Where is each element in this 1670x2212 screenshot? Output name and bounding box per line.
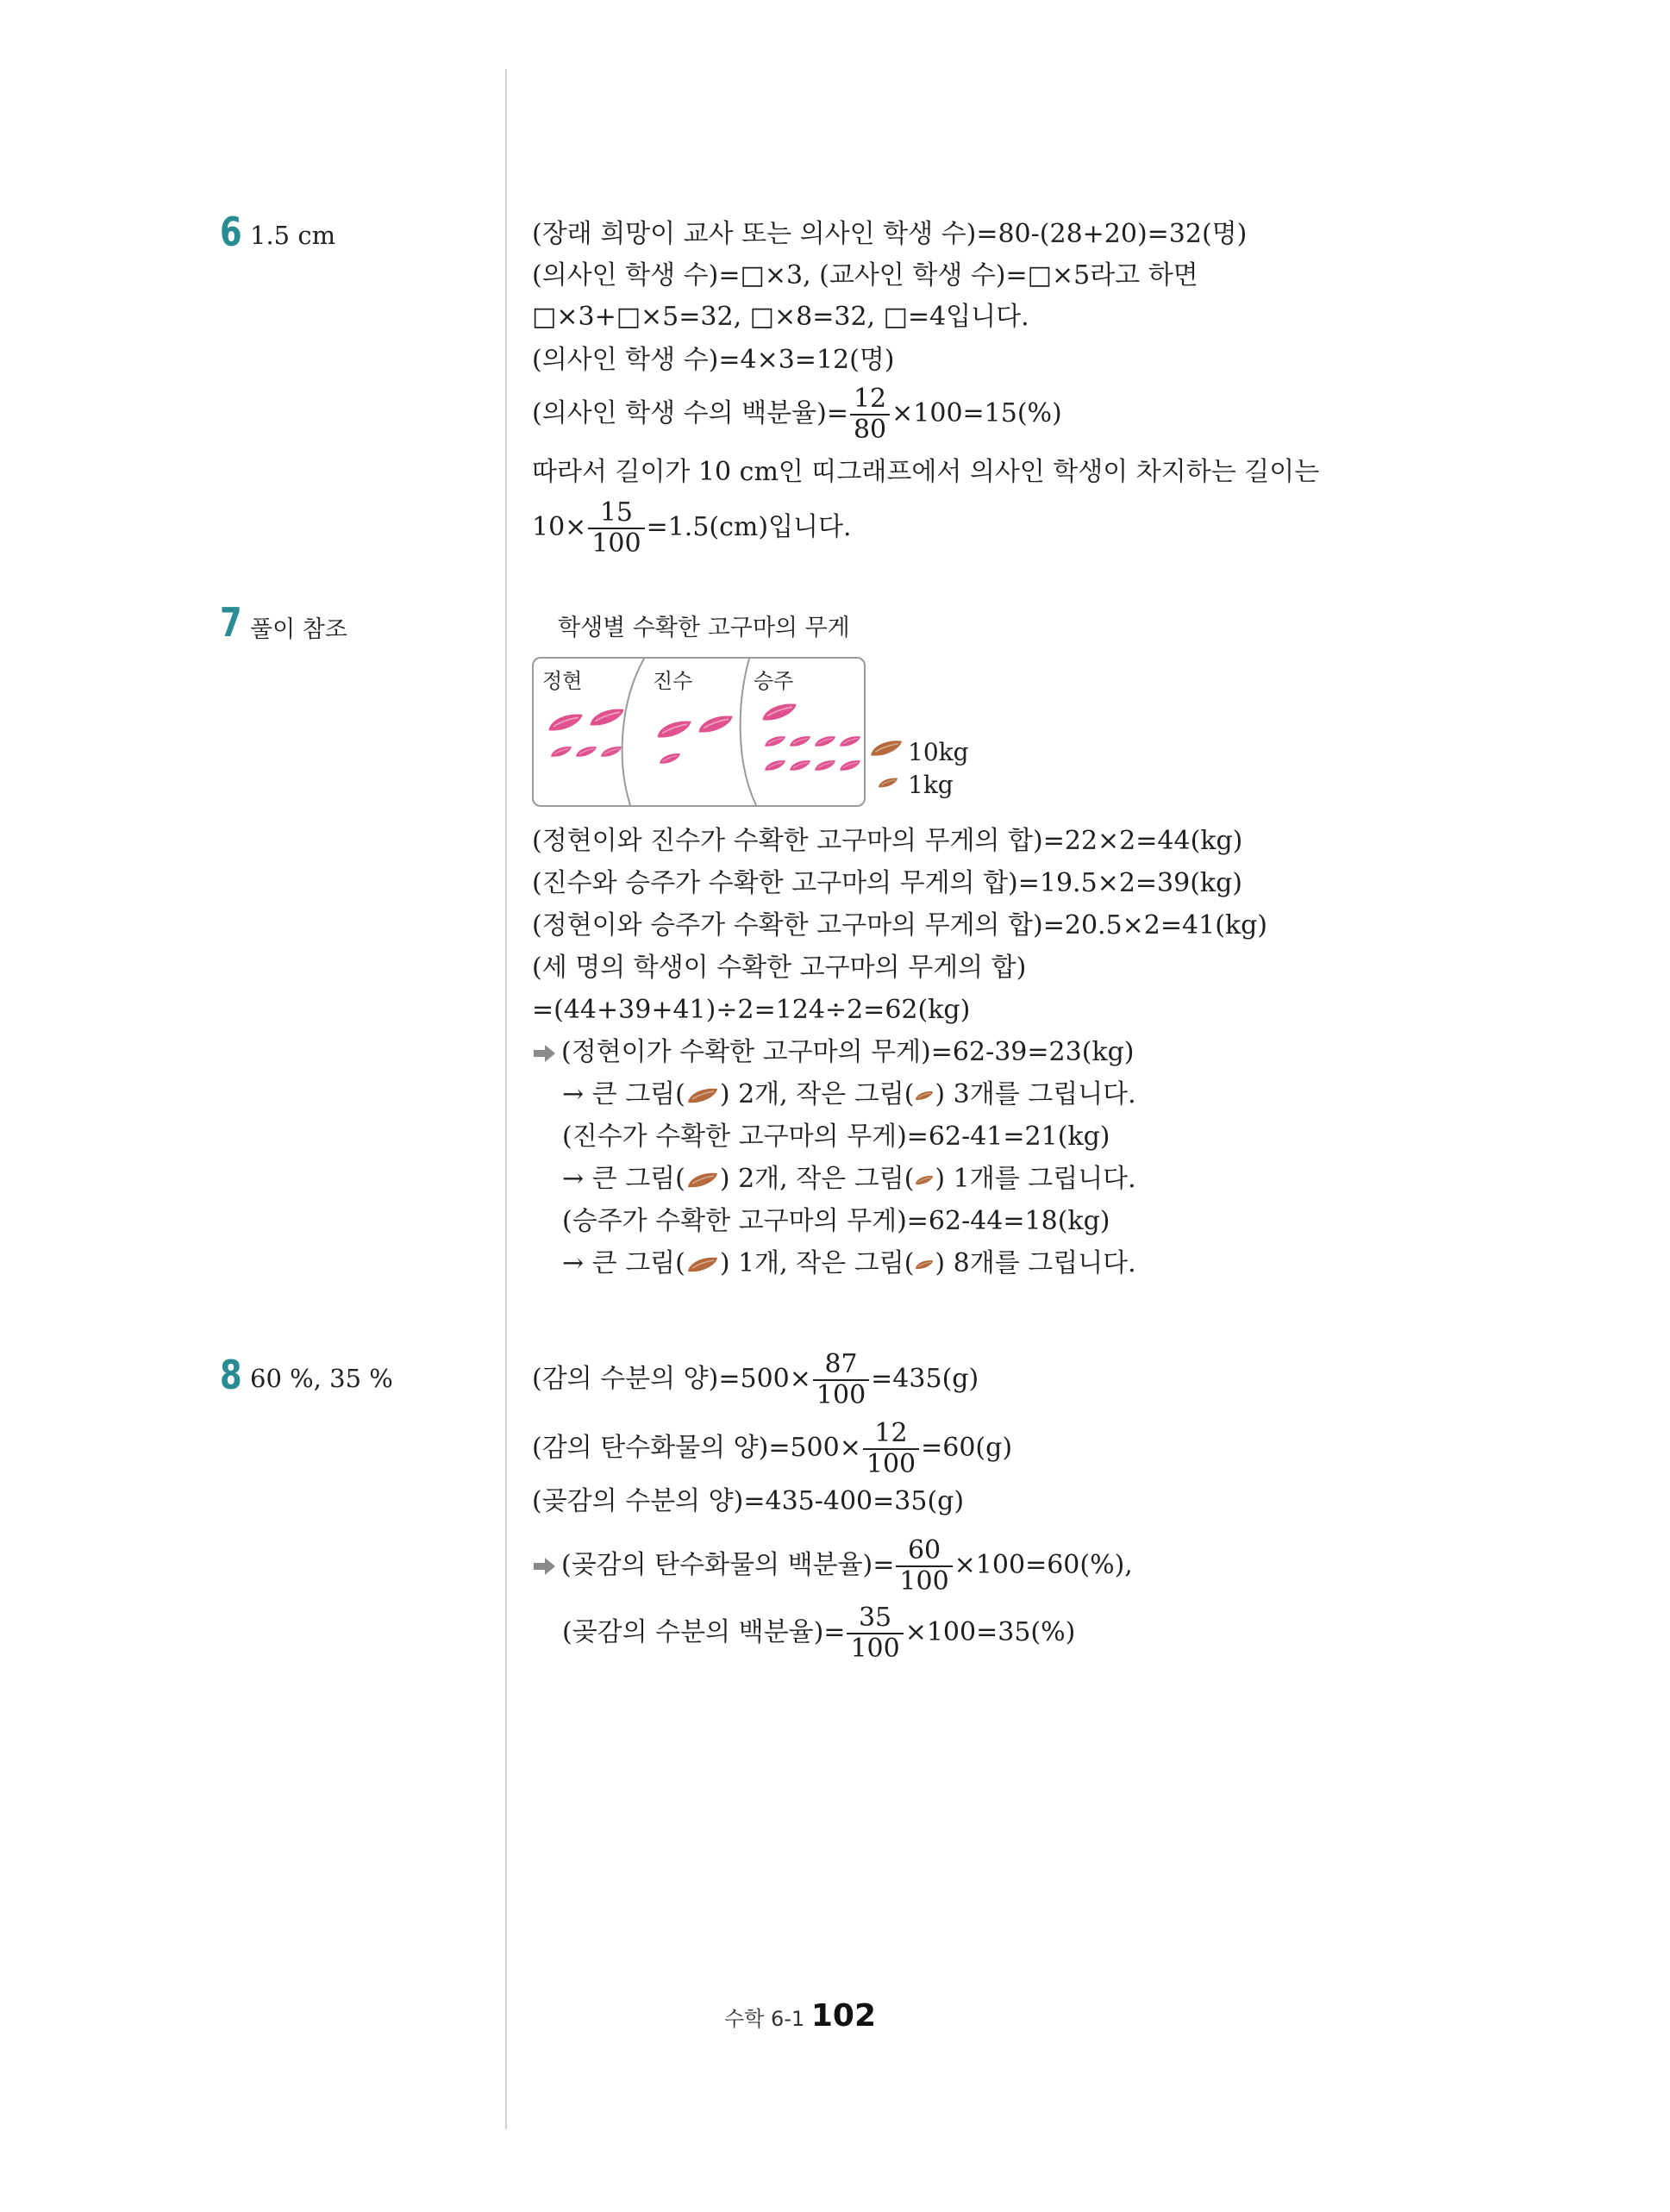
q8-pct-carb (532, 1536, 1133, 1597)
fraction-numerator: 60 (896, 1536, 952, 1567)
q8-water-formula (532, 1350, 979, 1410)
small-sweet-potato-icon (788, 757, 812, 774)
q8-dried-water: (곶감의 수분의 양)=435-400=35(g) (532, 1486, 965, 1516)
page-number: 102 (810, 1998, 876, 2034)
q7-line-2: (진수와 승주가 수확한 고구마의 무게의 합)=19.5×2=39(kg) (532, 868, 1243, 898)
column-divider (505, 69, 507, 2129)
small-sweet-potato-icon (788, 733, 812, 750)
q7-line-1: (정현이와 진수가 수확한 고구마의 무게의 합)=22×2=44(kg) (532, 826, 1243, 856)
answer-7: 풀이 참조 (250, 616, 347, 643)
q6-length-formula (532, 498, 852, 559)
question-number-8: 8 (220, 1352, 241, 1398)
q7-arrow-line (532, 1035, 1134, 1070)
q6-line-4: (의사인 학생 수)=4×3=12(명) (532, 345, 895, 375)
q7-draw-3 (562, 1247, 1136, 1281)
q8-water-fraction (813, 1350, 869, 1410)
small-sweet-potato-icon (763, 733, 787, 750)
q8-pct2-suffix: ×100=35(%) (904, 1617, 1076, 1647)
pictograph (532, 657, 866, 807)
big-sweet-potato-icon (685, 1083, 720, 1109)
q7-draw-3-b: ) 1개, 작은 그림( (719, 1248, 915, 1278)
q6-line-3: □×3+□×5=32, □×8=32, □=4입니다. (532, 302, 1029, 332)
pictograph-name-2: 진수 (653, 669, 693, 693)
q7-seungju-line: (승주가 수확한 고구마의 무게)=62-44=18(kg) (562, 1206, 1110, 1236)
question-number-7: 7 (220, 599, 241, 646)
q7-line-3: (정현이와 승주가 수확한 고구마의 무게의 합)=20.5×2=41(kg) (532, 910, 1267, 940)
q7-draw-1-a: → 큰 그림( (562, 1079, 685, 1109)
big-sweet-potato-icon (685, 1167, 720, 1193)
fraction-denominator: 100 (850, 1634, 900, 1664)
q7-line-5: =(44+39+41)÷2=124÷2=62(kg) (532, 995, 971, 1025)
q7-draw-1-c: ) 3개를 그립니다. (935, 1079, 1136, 1109)
q7-draw-2 (562, 1162, 1136, 1197)
big-sweet-potato-icon (587, 702, 627, 733)
small-sweet-potato-icon (838, 733, 862, 750)
q6-len-fraction (588, 498, 644, 559)
small-sweet-potato-icon (599, 743, 623, 760)
fraction-numerator: 12 (850, 384, 890, 416)
fraction-denominator: 80 (853, 415, 887, 445)
fraction-denominator: 100 (866, 1449, 916, 1479)
answer-8: 60 %, 35 % (250, 1364, 393, 1393)
q6-pct-prefix: (의사인 학생 수의 백분율)= (532, 398, 848, 428)
answer-6: 1.5 cm (250, 221, 336, 250)
q6-pct-fraction (850, 384, 890, 445)
q7-line-4: (세 명의 학생이 수확한 고구마의 무게의 합) (532, 953, 1027, 983)
q8-pct-water (562, 1603, 1075, 1664)
fraction-numerator: 35 (847, 1603, 903, 1634)
big-sweet-potato-icon (685, 1252, 720, 1278)
arrow-right-icon (532, 1557, 556, 1576)
fraction-numerator: 12 (863, 1419, 919, 1450)
page-footer (724, 1998, 876, 2034)
q7-draw-1-b: ) 2개, 작은 그림( (719, 1079, 915, 1109)
fraction-numerator: 87 (813, 1350, 869, 1381)
q7-draw-2-a: → 큰 그림( (562, 1164, 685, 1194)
fraction-denominator: 100 (899, 1566, 949, 1597)
small-sweet-potato-icon (838, 757, 862, 774)
q8-carb-formula (532, 1419, 1012, 1479)
big-sweet-potato-icon (654, 714, 694, 745)
q7-draw-3-c: ) 8개를 그립니다. (935, 1248, 1136, 1278)
q6-band-line: 따라서 길이가 10 cm인 띠그래프에서 의사인 학생이 차지하는 길이는 (532, 457, 1320, 487)
legend-small-sweet-potato-icon (877, 774, 899, 791)
q8-carb-prefix: (감의 탄수화물의 양)=500× (532, 1433, 861, 1463)
big-sweet-potato-icon (546, 707, 585, 738)
q7-jinsu-line: (진수가 수확한 고구마의 무게)=62-41=21(kg) (562, 1122, 1110, 1152)
pictograph-name-3: 승주 (754, 669, 794, 693)
pictograph-title: 학생별 수확한 고구마의 무게 (558, 615, 850, 641)
q7-draw-2-b: ) 2개, 작은 그림( (719, 1164, 915, 1194)
q8-water-prefix: (감의 수분의 양)=500× (532, 1364, 811, 1394)
arrow-right-icon (532, 1044, 556, 1063)
small-sweet-potato-icon (914, 1256, 935, 1273)
q7-draw-2-c: ) 1개를 그립니다. (935, 1164, 1136, 1194)
q8-carb-suffix: =60(g) (921, 1433, 1013, 1463)
q8-pct1-suffix: ×100=60(%), (954, 1550, 1133, 1580)
q7-draw-3-a: → 큰 그림( (562, 1248, 685, 1278)
q6-len-prefix: 10× (532, 512, 587, 542)
legend-small-label: 1kg (908, 771, 954, 799)
question-number-6: 6 (220, 209, 241, 255)
pictograph-name-1: 정현 (542, 669, 583, 693)
fraction-numerator: 15 (588, 498, 644, 529)
big-sweet-potato-icon (760, 697, 799, 728)
q8-pct1-prefix: (곶감의 탄수화물의 백분율)= (561, 1550, 895, 1580)
fraction-denominator: 100 (816, 1380, 866, 1410)
legend-big-label: 10kg (908, 738, 969, 766)
small-sweet-potato-icon (813, 757, 837, 774)
q8-pct2-prefix: (곶감의 수분의 백분율)= (562, 1617, 846, 1647)
big-sweet-potato-icon (696, 709, 735, 740)
q6-line-1: (장래 희망이 교사 또는 의사인 학생 수)=80-(28+20)=32(명) (532, 219, 1248, 249)
fraction-denominator: 100 (591, 528, 641, 559)
q6-line-2: (의사인 학생 수)=□×3, (교사인 학생 수)=□×5라고 하면 (532, 260, 1198, 291)
q7-jeonghyun-line: (정현이가 수확한 고구마의 무게)=62-39=23(kg) (561, 1037, 1135, 1067)
q8-pct2-fraction (847, 1603, 903, 1664)
q6-len-suffix: =1.5(cm)입니다. (646, 512, 852, 542)
small-sweet-potato-icon (813, 733, 837, 750)
q6-percent-formula (532, 384, 1062, 445)
small-sweet-potato-icon (658, 750, 682, 767)
q8-pct1-fraction (896, 1536, 952, 1597)
small-sweet-potato-icon (763, 757, 787, 774)
footer-book-label: 수학 6-1 (724, 2007, 805, 2031)
small-sweet-potato-icon (914, 1087, 935, 1104)
small-sweet-potato-icon (549, 743, 573, 760)
small-sweet-potato-icon (574, 743, 598, 760)
q7-draw-1 (562, 1078, 1136, 1112)
q6-pct-suffix: ×100=15(%) (891, 398, 1062, 428)
q8-carb-fraction (863, 1419, 919, 1479)
small-sweet-potato-icon (914, 1172, 935, 1189)
q8-water-suffix: =435(g) (871, 1364, 979, 1394)
legend-big-sweet-potato-icon (868, 733, 904, 764)
